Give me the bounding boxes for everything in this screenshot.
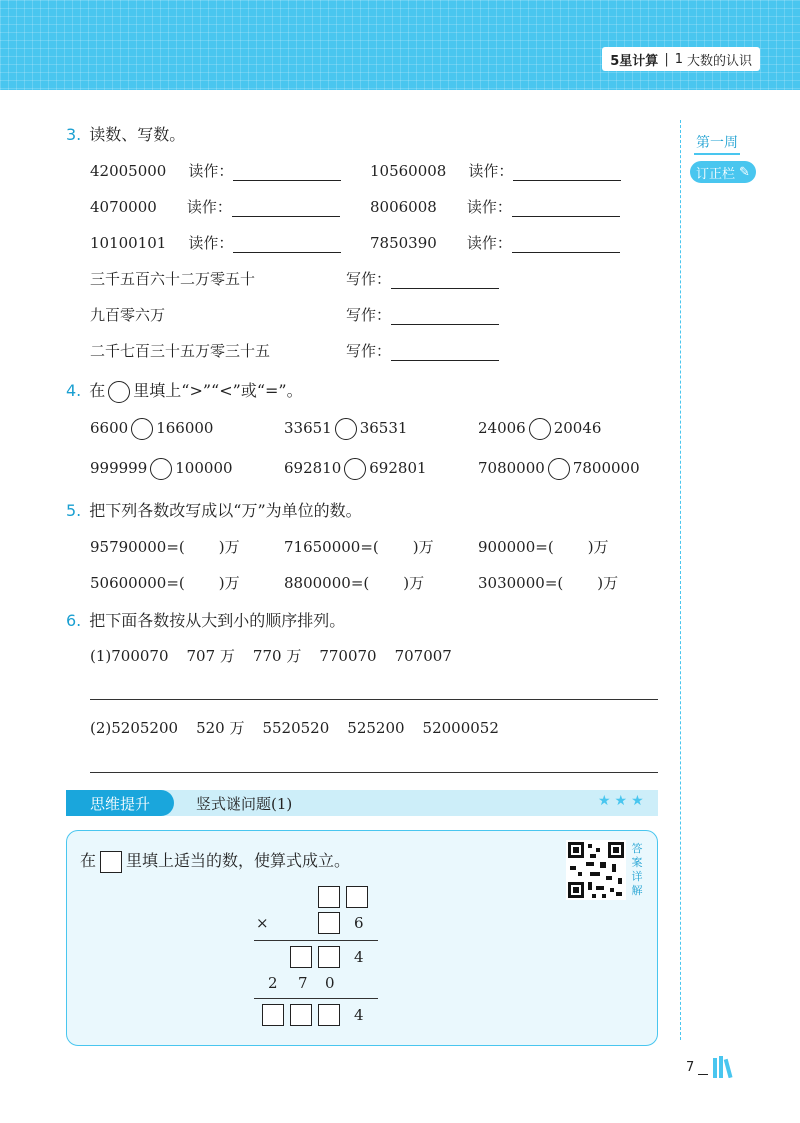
q4-number: 4. bbox=[66, 381, 82, 400]
series-name: 5星计算 bbox=[610, 53, 659, 69]
compare-circle[interactable] bbox=[131, 418, 153, 440]
convert-unit: )万 bbox=[597, 574, 619, 592]
week-underline bbox=[694, 153, 740, 155]
difficulty-stars: ★★★ bbox=[598, 793, 648, 809]
compare-left: 6600 bbox=[90, 419, 129, 437]
convert-number: 71650000 bbox=[284, 538, 361, 556]
puzzle-digit: 4 bbox=[354, 948, 364, 966]
convert-unit: )万 bbox=[587, 538, 609, 556]
compare-item bbox=[478, 458, 640, 480]
chapter-number: 1 bbox=[674, 51, 683, 67]
q3-write-item bbox=[90, 304, 165, 325]
square-symbol-icon bbox=[100, 851, 122, 873]
compare-left: 24006 bbox=[478, 419, 526, 437]
convert-item bbox=[478, 572, 618, 593]
compare-left: 33651 bbox=[284, 419, 332, 437]
answer-blank[interactable] bbox=[232, 202, 340, 217]
answer-blank[interactable] bbox=[512, 238, 620, 253]
compare-left: 999999 bbox=[90, 459, 148, 477]
times-sign: × bbox=[256, 914, 269, 932]
order-row-2 bbox=[90, 717, 499, 738]
answer-blank[interactable] bbox=[513, 166, 621, 181]
books-icon bbox=[712, 1056, 736, 1078]
q5-number: 5. bbox=[66, 501, 82, 520]
q3-read-item bbox=[370, 160, 621, 181]
correction-tag bbox=[690, 161, 756, 183]
puzzle-digit: 6 bbox=[354, 914, 364, 932]
q3-title bbox=[66, 122, 185, 145]
answer-line[interactable] bbox=[90, 772, 658, 773]
convert-item bbox=[478, 536, 609, 557]
convert-unit: )万 bbox=[218, 538, 240, 556]
puzzle-rule bbox=[254, 940, 378, 941]
read-label: 读作： bbox=[186, 198, 232, 216]
order-number: 52000052 bbox=[422, 719, 499, 737]
order-row-1 bbox=[90, 645, 452, 666]
convert-number: 95790000 bbox=[90, 538, 167, 556]
compare-right: 166000 bbox=[156, 419, 214, 437]
order-number: 770070 bbox=[319, 647, 377, 665]
read-number: 10100101 bbox=[90, 234, 167, 252]
puzzle-box-input[interactable] bbox=[318, 1004, 340, 1026]
page-header-band bbox=[0, 0, 800, 90]
qr-label: 答案详解 bbox=[631, 842, 643, 897]
compare-circle[interactable] bbox=[344, 458, 366, 480]
compare-right: 36531 bbox=[359, 419, 408, 437]
q5-title-text: 把下列各数改写成以“万”为单位的数。 bbox=[89, 501, 362, 520]
puzzle-prompt bbox=[80, 848, 350, 873]
read-number: 8006008 bbox=[370, 198, 437, 216]
think-title: 竖式谜问题(1) bbox=[196, 795, 293, 813]
convert-eq: =( bbox=[350, 574, 370, 592]
write-label: 写作： bbox=[346, 270, 392, 288]
q3-read-item bbox=[370, 196, 620, 217]
q6-title-text: 把下面各数按从大到小的顺序排列。 bbox=[89, 611, 346, 630]
order-number: 700070 bbox=[111, 647, 169, 665]
answer-blank[interactable] bbox=[512, 202, 620, 217]
q3-read-item bbox=[90, 196, 340, 217]
order-number: 707 万 bbox=[186, 647, 235, 665]
convert-eq: =( bbox=[535, 538, 554, 556]
read-number: 4070000 bbox=[90, 198, 157, 216]
order-label: (1) bbox=[90, 647, 112, 665]
puzzle-box-input[interactable] bbox=[318, 886, 340, 908]
convert-item bbox=[284, 572, 424, 593]
q3-write-answer bbox=[346, 268, 499, 289]
order-number: 525200 bbox=[347, 719, 405, 737]
compare-item bbox=[90, 418, 213, 440]
compare-right: 7800000 bbox=[572, 459, 640, 477]
compare-circle[interactable] bbox=[548, 458, 570, 480]
answer-blank[interactable] bbox=[391, 346, 499, 361]
q3-title-text: 读数、写数。 bbox=[89, 125, 186, 144]
header-separator: | bbox=[664, 51, 669, 67]
q3-write-item bbox=[90, 268, 255, 289]
page-number-underline bbox=[698, 1074, 708, 1075]
puzzle-box-input[interactable] bbox=[318, 912, 340, 934]
compare-left: 692810 bbox=[284, 459, 342, 477]
order-number: 770 万 bbox=[252, 647, 302, 665]
write-label: 写作： bbox=[346, 306, 392, 324]
puzzle-box-input[interactable] bbox=[318, 946, 340, 968]
q3-write-item bbox=[90, 340, 270, 361]
compare-item bbox=[90, 458, 233, 480]
convert-number: 50600000 bbox=[90, 574, 167, 592]
order-number: 5205200 bbox=[111, 719, 179, 737]
read-label: 读作： bbox=[468, 162, 514, 180]
compare-item bbox=[284, 458, 427, 480]
puzzle-digit: 0 bbox=[325, 974, 335, 992]
q4-title-post: 里填上“>”“<”或“=”。 bbox=[133, 381, 303, 400]
qr-code-icon bbox=[566, 840, 626, 900]
convert-number: 3030000 bbox=[478, 574, 545, 592]
convert-eq: =( bbox=[166, 538, 185, 556]
puzzle-box-input[interactable] bbox=[346, 886, 368, 908]
answer-blank[interactable] bbox=[233, 166, 341, 181]
correction-tag-label: 订正栏 bbox=[696, 166, 736, 182]
compare-circle[interactable] bbox=[150, 458, 172, 480]
convert-item bbox=[90, 536, 240, 557]
q3-write-answer bbox=[346, 340, 499, 361]
q3-number: 3. bbox=[66, 125, 82, 144]
puzzle-digit: 7 bbox=[298, 974, 308, 992]
answer-line[interactable] bbox=[90, 699, 658, 700]
compare-right: 20046 bbox=[553, 419, 602, 437]
page-number: 7 bbox=[686, 1060, 695, 1075]
q5-title bbox=[66, 498, 362, 521]
puzzle-digit: 2 bbox=[268, 974, 278, 992]
answer-blank[interactable] bbox=[391, 310, 499, 325]
puzzle-rule bbox=[254, 998, 378, 999]
convert-unit: )万 bbox=[218, 574, 240, 592]
compare-circle[interactable] bbox=[529, 418, 551, 440]
pencil-icon: ✎ bbox=[739, 164, 750, 180]
qr-code[interactable] bbox=[566, 840, 626, 900]
order-number: 520 万 bbox=[196, 719, 245, 737]
q6-number: 6. bbox=[66, 611, 82, 630]
convert-eq: =( bbox=[360, 538, 379, 556]
order-label: (2) bbox=[90, 719, 112, 737]
answer-blank[interactable] bbox=[233, 238, 341, 253]
compare-item bbox=[284, 418, 407, 440]
convert-unit: )万 bbox=[412, 538, 434, 556]
prompt-post: 里填上适当的数，使算式成立。 bbox=[126, 851, 351, 870]
convert-eq: =( bbox=[544, 574, 564, 592]
compare-circle[interactable] bbox=[335, 418, 357, 440]
q4-title bbox=[66, 378, 303, 403]
convert-eq: =( bbox=[166, 574, 185, 592]
compare-right: 692801 bbox=[369, 459, 427, 477]
convert-number: 8800000 bbox=[284, 574, 351, 592]
q3-write-answer bbox=[346, 304, 499, 325]
compare-left: 7080000 bbox=[478, 459, 545, 477]
convert-item bbox=[284, 536, 434, 557]
week-label: 第一周 bbox=[696, 135, 738, 151]
read-label: 读作： bbox=[188, 234, 234, 252]
write-text: 二千七百三十五万零三十五 bbox=[90, 342, 271, 360]
convert-unit: )万 bbox=[403, 574, 425, 592]
order-number: 5520520 bbox=[262, 719, 330, 737]
order-number: 707007 bbox=[394, 647, 452, 665]
q6-title bbox=[66, 608, 345, 631]
chapter-title: 大数的认识 bbox=[686, 53, 752, 69]
q3-read-item bbox=[370, 232, 620, 253]
convert-number: 900000 bbox=[478, 538, 536, 556]
header-tag bbox=[602, 47, 760, 71]
read-number: 7850390 bbox=[370, 234, 437, 252]
compare-item bbox=[478, 418, 601, 440]
puzzle-box-input[interactable] bbox=[262, 1004, 284, 1026]
puzzle-digit: 4 bbox=[354, 1006, 364, 1024]
convert-item bbox=[90, 572, 240, 593]
compare-right: 100000 bbox=[175, 459, 233, 477]
correction-column-line bbox=[680, 120, 681, 1040]
puzzle-box-input[interactable] bbox=[290, 1004, 312, 1026]
write-label: 写作： bbox=[346, 342, 392, 360]
read-label: 读作： bbox=[466, 198, 512, 216]
answer-blank[interactable] bbox=[391, 274, 499, 289]
q4-title-pre: 在 bbox=[89, 381, 106, 400]
read-label: 读作： bbox=[466, 234, 512, 252]
read-label: 读作： bbox=[188, 162, 234, 180]
read-number: 42005000 bbox=[90, 162, 167, 180]
write-text: 九百零六万 bbox=[90, 306, 166, 324]
think-label: 思维提升 bbox=[66, 790, 174, 816]
prompt-pre: 在 bbox=[80, 851, 97, 870]
q3-read-item bbox=[90, 160, 341, 181]
write-text: 三千五百六十二万零五十 bbox=[90, 270, 256, 288]
read-number: 10560008 bbox=[370, 162, 447, 180]
puzzle-box-input[interactable] bbox=[290, 946, 312, 968]
q3-read-item bbox=[90, 232, 341, 253]
circle-symbol-icon bbox=[108, 381, 130, 403]
